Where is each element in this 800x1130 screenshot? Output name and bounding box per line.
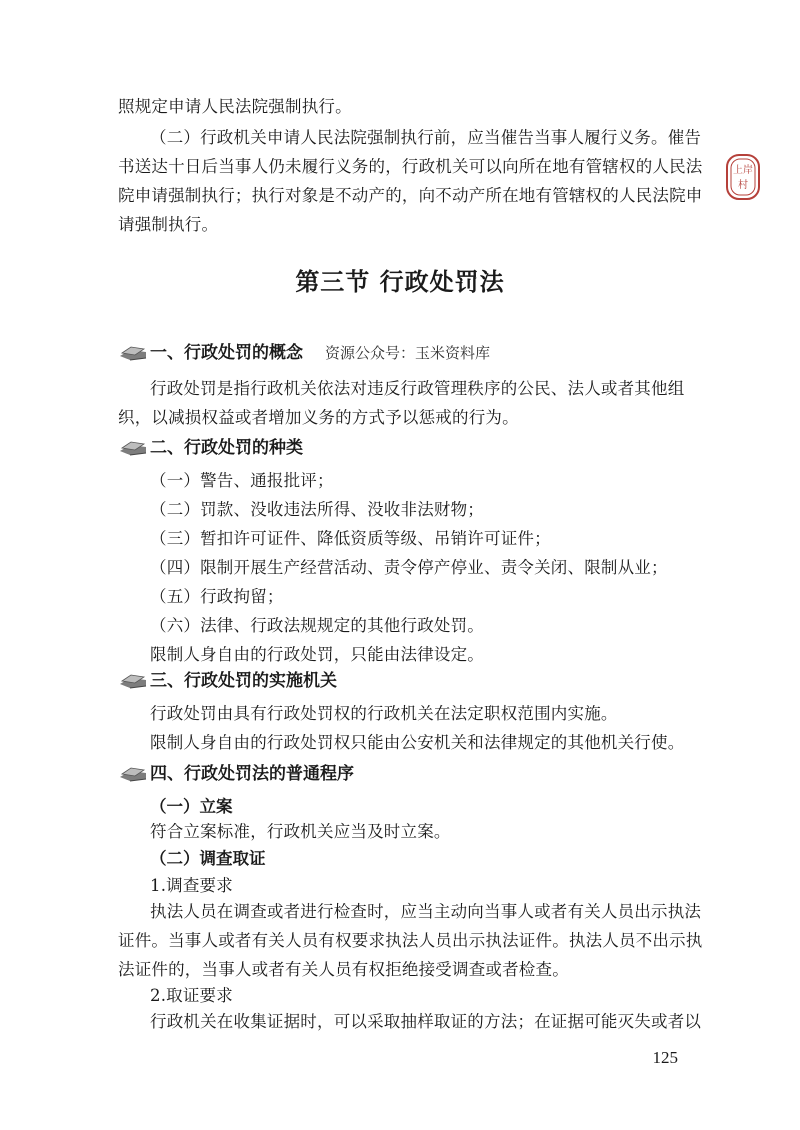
organ-line: 限制人身自由的行政处罚权只能由公安机关和法律规定的其他机关行使。 xyxy=(150,733,685,752)
filing-text: 符合立案标准，行政机关应当及时立案。 xyxy=(150,822,451,841)
intro-line: （二）行政机关申请人民法院强制执行前，应当催告当事人履行义务。催告 xyxy=(150,128,702,147)
intro-line: 院申请强制执行；执行对象是不动产的，向不动产所在地有管辖权的人民法院申 xyxy=(118,186,703,205)
heading-text: 四、行政处罚法的普通程序 xyxy=(150,764,354,784)
svg-text:上岸: 上岸 xyxy=(733,165,753,176)
item-title: 1.调查要求 xyxy=(150,876,233,895)
heading-note: 资源公众号：玉米资料库 xyxy=(325,344,491,362)
book-stack-icon xyxy=(118,672,148,690)
intro-line: 请强制执行。 xyxy=(118,215,219,234)
type-item: （二）罚款、没收违法所得、没收非法财物； xyxy=(150,500,484,519)
heading-concept xyxy=(118,342,490,364)
book-stack-icon xyxy=(118,439,148,457)
heading-text: 三、行政处罚的实施机关 xyxy=(150,671,337,691)
svg-text:村: 村 xyxy=(738,180,748,191)
intro-line: 照规定申请人民法院强制执行。 xyxy=(118,97,352,116)
page-number: 125 xyxy=(652,1048,678,1067)
type-item: （四）限制开展生产经营活动、责令停产停业、责令关闭、限制从业； xyxy=(150,558,668,577)
type-item: （一）警告、通报批评； xyxy=(150,471,334,490)
heading-organs xyxy=(118,670,337,692)
item-line: 证件。当事人或者有关人员有权要求执法人员出示执法证件。执法人员不出示执 xyxy=(118,931,703,950)
type-item: （五）行政拘留； xyxy=(150,587,284,606)
type-item: （三）暂扣许可证件、降低资质等级、吊销许可证件； xyxy=(150,529,551,548)
subheading-investigation: （二）调查取证 xyxy=(150,849,266,868)
concept-line: 织，以减损权益或者增加义务的方式予以惩戒的行为。 xyxy=(118,408,519,427)
heading-text: 一、行政处罚的概念 xyxy=(150,343,303,363)
heading-types xyxy=(118,437,303,459)
heading-procedure xyxy=(118,763,354,785)
section-title: 第三节 行政处罚法 xyxy=(295,268,505,296)
heading-text: 二、行政处罚的种类 xyxy=(150,438,303,458)
organ-line: 行政处罚由具有行政处罚权的行政机关在法定职权范围内实施。 xyxy=(150,704,618,723)
intro-line: 书送达十日后当事人仍未履行义务的，行政机关可以向所在地有管辖权的人民法 xyxy=(118,157,703,176)
seal-stamp-icon xyxy=(724,152,762,202)
book-stack-icon xyxy=(118,344,148,362)
item-line: 执法人员在调查或者进行检查时，应当主动向当事人或者有关人员出示执法 xyxy=(150,902,702,921)
item-title: 2.取证要求 xyxy=(150,986,233,1005)
book-stack-icon xyxy=(118,765,148,783)
item-line: 法证件的，当事人或者有关人员有权拒绝接受调查或者检查。 xyxy=(118,960,569,979)
item-line: 行政机关在收集证据时，可以采取抽样取证的方法；在证据可能灭失或者以 xyxy=(150,1012,702,1031)
subheading-filing: （一）立案 xyxy=(150,797,233,816)
concept-line: 行政处罚是指行政机关依法对违反行政管理秩序的公民、法人或者其他组 xyxy=(150,379,685,398)
types-note: 限制人身自由的行政处罚，只能由法律设定。 xyxy=(150,645,484,664)
type-item: （六）法律、行政法规规定的其他行政处罚。 xyxy=(150,616,484,635)
